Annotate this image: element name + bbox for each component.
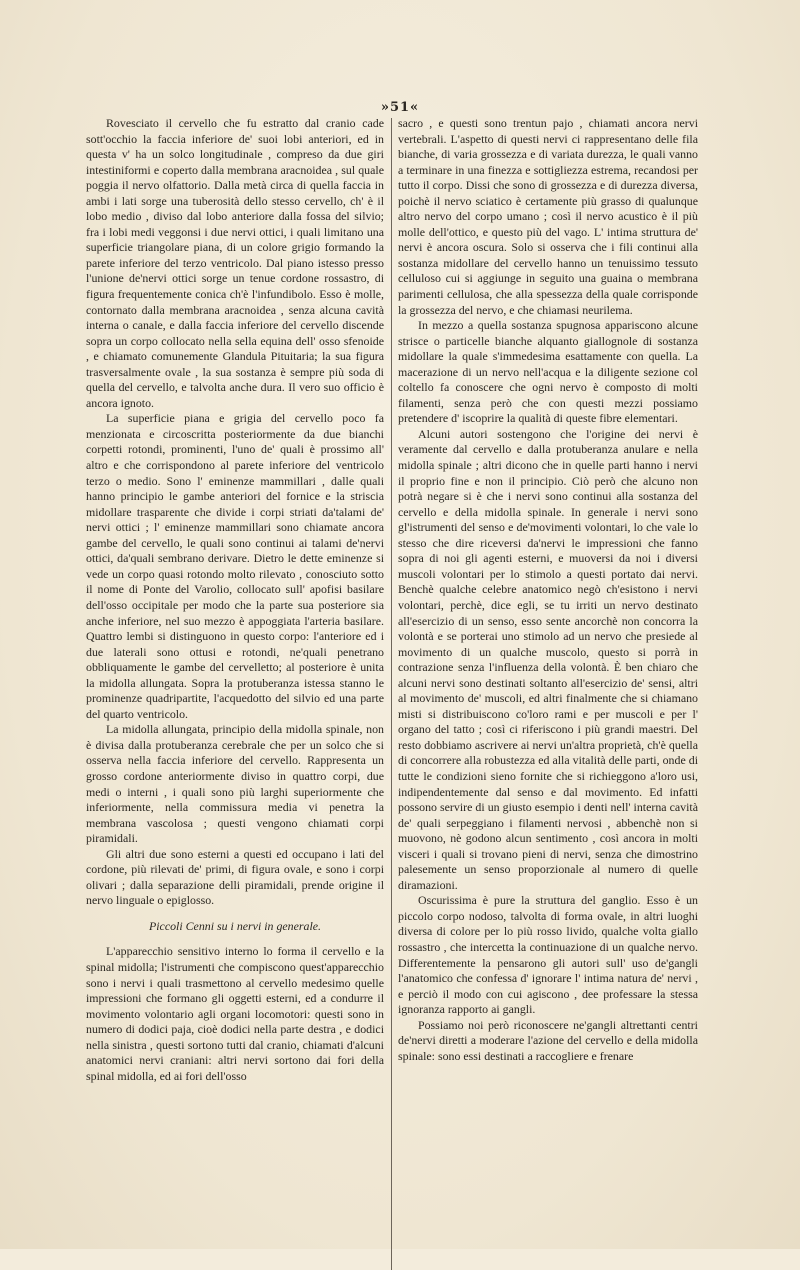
paragraph: Gli altri due sono esterni a questi ed occupano i lati del cordone, più rilevati de' primi, di figura ovale, e sono i corpi olivari ; dalla separazione delli piramidali, prende origine il nervo linguale o epiglosso. <box>86 846 384 908</box>
column-divider <box>391 118 392 1270</box>
right-column <box>398 116 698 1064</box>
paragraph: Oscurissima è pure la struttura del ganglio. Esso è un piccolo corpo nodoso, talvolta di forma ovale, in altri luoghi diversa di colore per lo più rosso livido, qualche volta giallo rossastro , che intercetta la continuazione di un qualche nervo. Differentemente la pensarono gli autori sull' uso de'gangli l'anatomico che confessa d' ignorare l' intima natura de' nervi , e perciò il modo con cui agiscono , dee professare la stessa ignoranza rapporto ai gangli. <box>398 893 698 1017</box>
paragraph: Possiamo noi però riconoscere ne'gangli altrettanti centri de'nervi diretti a moderare l'azione del cervello e della midolla spinale: sono essi destinati a raccogliere e frenare <box>398 1017 698 1063</box>
paragraph: L'apparecchio sensitivo interno lo forma il cervello e la spinal midolla; l'istrumenti che compiscono quest'apparecchio sono i nervi i quali trasmettono al cervello medesimo quelle impressioni che formano gli oggetti esterni, ed a condurre il movimento volontario agli organi locomotori: questi sono in numero di dodici paja, cioè dodici nella parte destra , e dodici nella sinistra , questi sortono tutti dal cranio, chiamati d'alcuni anatomici nervi craniani: altri nervi sortono dai fori della spinal midolla, ed ai fori dell'osso <box>86 944 384 1083</box>
paragraph: In mezzo a quella sostanza spugnosa appariscono alcune strisce o particelle bianche alquanto giallognole di sostanza midollare la quale s'immedesima esattamente con quella. La macerazione di un nervo nell'acqua e la diligente sezione col coltello fa conoscere che ogni nervo è composto di molti filamenti, senza però che con questi mezzi possiamo pretendere d' iscoprire la qualità di queste fibre elementari. <box>398 318 698 426</box>
paragraph: Rovesciato il cervello che fu estratto dal cranio cade sott'occhio la faccia inferiore de' suoi lobi anteriori, ed in questa v' ha un solco longitudinale , compreso da due giri intestiniformi e coperto dalla membrana aracnoidea , sul quale poggia il nervo olfattorio. Dalla metà circa di quella faccia in ambi i lati sorge una tuberosità dello stesso cervello, ch' è il lobo medio , diviso dal lobo anteriore dalla fossa del silvio; fra i lobi medi veggonsi i due nervi ottici, i quali limitano una superficie triangolare piana, di un colore grigio formando la parete inferiore del terzo ventricolo. Dal piano istesso presso l'unione de'nervi ottici sorge un tenue cordone rossastro, di figura frequentemente conica ch'è l'infundibolo. Esso è molle, contornato dalla membrana aracnoidea , senza alcuna cavità interna o canale, e dalla faccia inferiore del cervello discende sopra un corpo collocato nella sella equina dell' osso sfenoide , e chiamato comunemente Glandula Pituitaria; la sua figura trasversalmente ovale , la sua sostanza è sempre più soda di quella del cervello, e talvolta anche dura. Il vero suo officio è ancora ignoto. <box>86 116 384 410</box>
paragraph: Alcuni autori sostengono che l'origine dei nervi è veramente dal cervello e dalla protuberanza anulare e nella midolla spinale ; altri dicono che in quelle parti hanno i nervi il proprio fine e non il principio. Ciò però che alcuno non potrà negare si è che i nervi sono continui alla sostanza del cervello e della midolla spinale. In generale i nervi sono gl'istrumenti del senso e de'movimenti volontari, lo che vale lo stesso che dire riceversi da'nervi le impressioni che fanno sopra di noi gli agenti esterni, e muoversi da noi i diversi muscoli volontari per lo stimolo a questi portato dai nervi. Benchè qualche celebre anatomico negò ch'esistono i nervi volontari, perchè, dice egli, se tu irriti un nervo destinato all'esercizio di un senso, esso sente ancorchè non concorra la volontà e se porterai uno stimolo ad un nervo che presiede al movimento di un qualche muscolo, questo si porrà in contrazione senza l'influenza della volontà. È ben chiaro che alcuni nervi sono destinati soltanto all'esercizio de' sensi, altri al movimento de' muscoli, ed altri finalmente che si chiamano misti si distribuiscono co'loro rami e per muscoli e per l' organo del tatto ; così ci riferiscono i più grandi maestri. Del resto dobbiamo ascrivere ai nervi un'altra proprietà, ch'è quella di concorrere alla robustezza ed alla vitalità delle parti, onde di tutte le condizioni sieno fornite che si richieggono a'loro usi, indipendentemente dal senso e dal movimento. Ed infatti possono servire di un giusto esempio i denti nell' interna cavità de' quali serpeggiano i filamenti nervosi , abbenchè non si muovono, nè godono alcun sentimento , così ancora in molti visceri i quali si trovano pieni di nervi, senza che dimostrino palesemente un senso proporzionale al numero di quelle diramazioni. <box>398 426 698 892</box>
paragraph: sacro , e questi sono trentun pajo , chiamati ancora nervi vertebrali. L'aspetto di questi nervi ci rappresentano delle fila bianche, di varia grossezza e di variata durezza, le quali vanno a terminare in una finezza e sottigliezza estrema, recandosi per tutto il corpo. Dissi che sono di grossezza e di durezza diversa, poichè il nervo sciatico è certamente più grasso di qualunque altro nervo del corpo umano ; così il nervo acustico è il più molle dell'ottico, e questo più del vago. L' intima struttura de' nervi è ancora oscura. Solo si osserva che i fili continui alla sostanza midollare del cervello hanno un tenuissimo tessuto celluloso cui si aggiunge in seguito una guaina o membrana parimenti cellulosa, che alla spessezza della quale corrisponde la grossezza del nervo, e che chiamasi neurilema. <box>398 116 698 317</box>
page-number: »51« <box>380 100 420 115</box>
left-column <box>86 116 384 1084</box>
paragraph: La midolla allungata, principio della midolla spinale, non è divisa dalla protuberanza cerebrale che per un solco che si osserva nella faccia inferiore del cervello. Rappresenta un grosso cordone anteriormente diviso in quattro corpi, due medi o interni , i quali sono più larghi superiormente che inferiormente, nella commissura media vi penetra la membrana vascolosa ; questi vengono chiamati corpi piramidali. <box>86 722 384 846</box>
paragraph: La superficie piana e grigia del cervello poco fa menzionata e circoscritta posteriormente da due bianchi corpetti rotondi, prominenti, l'uno de' quali è prossimo all' altro e che corrispondono al parete inferiore del ventricolo terzo o medio. Sono l' eminenze mammillari , dalle quali hanno principio le gambe anteriori del fornice e la striscia midollare trasparente che divide i corpi striati da'talami de' nervi ottici ; l' eminenze mammillari sono chiamate ancora gambe del cervello, le quali sono continui ai talami de'nervi ottici, da'quali sembrano derivare. Dietro le dette eminenze si vede un corpo quasi rotondo molto rilevato , conosciuto sotto il nome di Ponte del Varolio, collocato sull' apofisi basilare dell'osso occipitale per modo che la parte sua posteriore sia anche inferiore, nel suo mezzo è appoggiata l'arteria basilare. Quattro lembi si distinguono in questo corpo: l'anteriore ed i due laterali sono ottusi e rotondi, ne'quali penetrano obbliquamente le gambe del cervelletto; al posteriore è unita la midolla allungata. Sopra la protuberanza istessa stanno le prominenze quadripartite, l'acquedotto del silvio ed una parte del quarto ventricolo. <box>86 411 384 721</box>
section-title: Piccoli Cenni su i nervi in generale. <box>148 918 322 933</box>
